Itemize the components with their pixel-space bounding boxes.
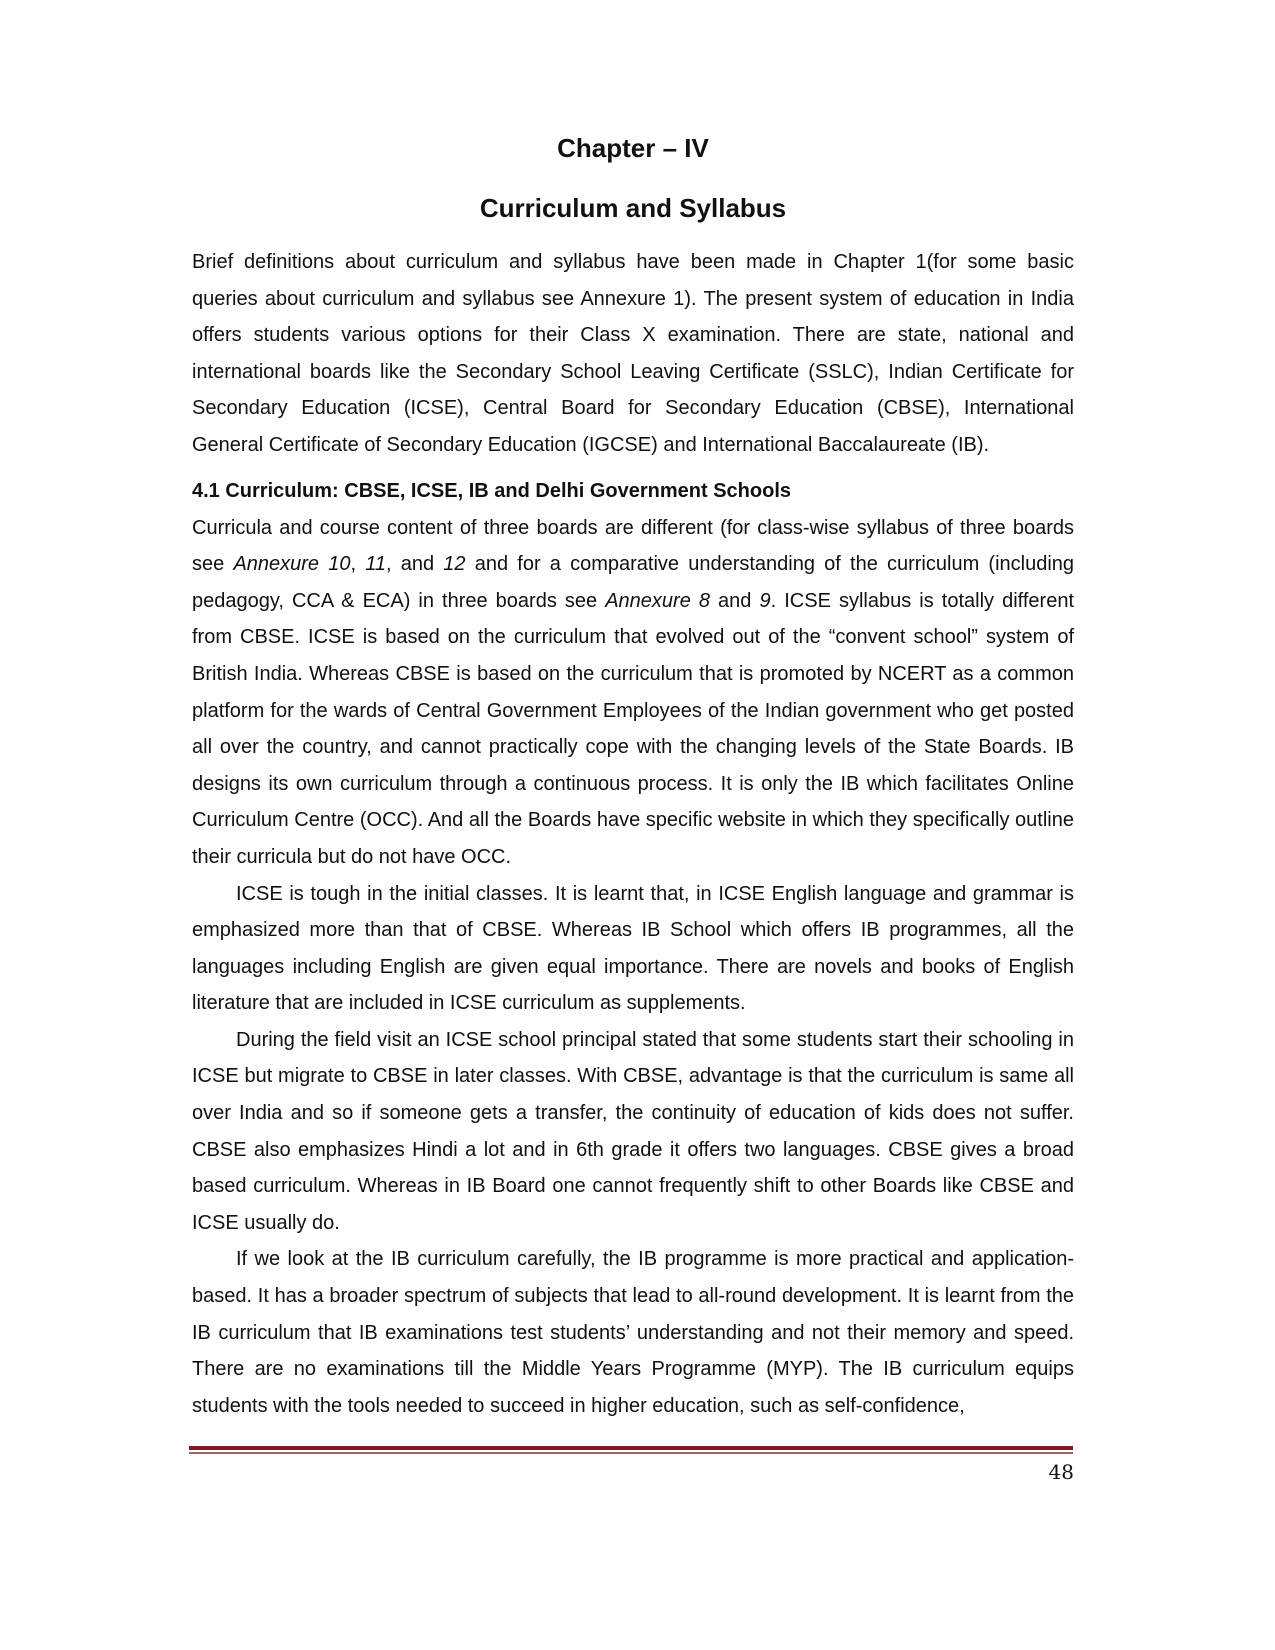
annexure-reference: 12: [443, 553, 466, 576]
paragraph-text: Curricula and course content of three boards are different (for class-wise syllabus of three boards see: [192, 516, 1074, 576]
paragraph-text: and: [710, 589, 760, 612]
chapter-title: Chapter – IV: [557, 133, 709, 163]
paragraph-text: , and: [386, 553, 444, 576]
chapter-subtitle: Curriculum and Syllabus: [479, 193, 787, 223]
section-heading: 4.1 Curriculum: CBSE, ICSE, IB and Delhi Government Schools: [192, 479, 792, 502]
annexure-reference: Annexure 8: [605, 589, 710, 612]
paragraph-text: ,: [350, 553, 366, 576]
section-paragraph-2: ICSE is tough in the initial classes. It is learnt that, in ICSE English language and grammar is emphasized more than that of CBSE. Whereas IB School which offers IB programmes, all the languages including English are given equal importance. There are novels and books of English literature that are included in ICSE curriculum as supplements.: [192, 882, 1074, 1015]
section-paragraph-4: If we look at the IB curriculum carefully, the IB programme is more practical and application-based. It has a broader spectrum of subjects that lead to all-round development. It is learnt from the IB curriculum that IB examinations test students’ understanding and not their memory and speed. There are no examinations till the Middle Years Programme (MYP). The IB curriculum equips students with the tools needed to succeed in higher education, such as self-confidence,: [192, 1248, 1074, 1417]
intro-paragraph: Brief definitions about curriculum and syllabus have been made in Chapter 1(for some basic queries about curriculum and syllabus see Annexure 1). The present system of education in India offers students various options for their Class X examination. There are state, national and international boards like the Secondary School Leaving Certificate (SSLC), Indian Certificate for Secondary Education (ICSE), Central Board for Secondary Education (CBSE), International General Certificate of Secondary Education (IGCSE) and International Baccalaureate (IB).: [192, 251, 1074, 456]
section-paragraph-3: During the field visit an ICSE school principal stated that some students start their schooling in ICSE but migrate to CBSE in later classes. With CBSE, advantage is that the curriculum is same all over India and so if someone gets a transfer, the continuity of education of kids does not suffer. CBSE also emphasizes Hindi a lot and in 6th grade it offers two languages. CBSE gives a broad based curriculum. Whereas in IB Board one cannot frequently shift to other Boards like CBSE and ICSE usually do.: [192, 1028, 1074, 1234]
footer-rule-thin: [189, 1452, 1073, 1454]
annexure-reference: Annexure 10: [233, 553, 351, 576]
section-paragraph-1: [192, 510, 1074, 876]
footer-rule-thick: [189, 1446, 1073, 1450]
annexure-reference: 11: [365, 553, 386, 576]
paragraph-text: and for a comparative understanding of the curriculum (including pedagogy, CCA & ECA) in three boards see: [192, 553, 1075, 612]
footer-rule: [189, 1446, 1073, 1454]
paragraph-text: . ICSE syllabus is totally different from CBSE. ICSE is based on the curriculum that evolved out of the “convent school” system of British India. Whereas CBSE is based on the curriculum that is promoted by NCERT as a common platform for the wards of Central Government Employees of the Indian government who get posted all over the country, and cannot practically cope with the changing levels of the State Boards. IB designs its own curriculum through a continuous process. It is only the IB which facilitates Online Curriculum Centre (OCC). And all the Boards have specific website in which they specifically outline their curricula but do not have OCC.: [192, 589, 1075, 868]
page-content: [192, 130, 1074, 1424]
annexure-reference: 9: [759, 589, 771, 612]
page-number: 48: [1048, 1460, 1074, 1484]
